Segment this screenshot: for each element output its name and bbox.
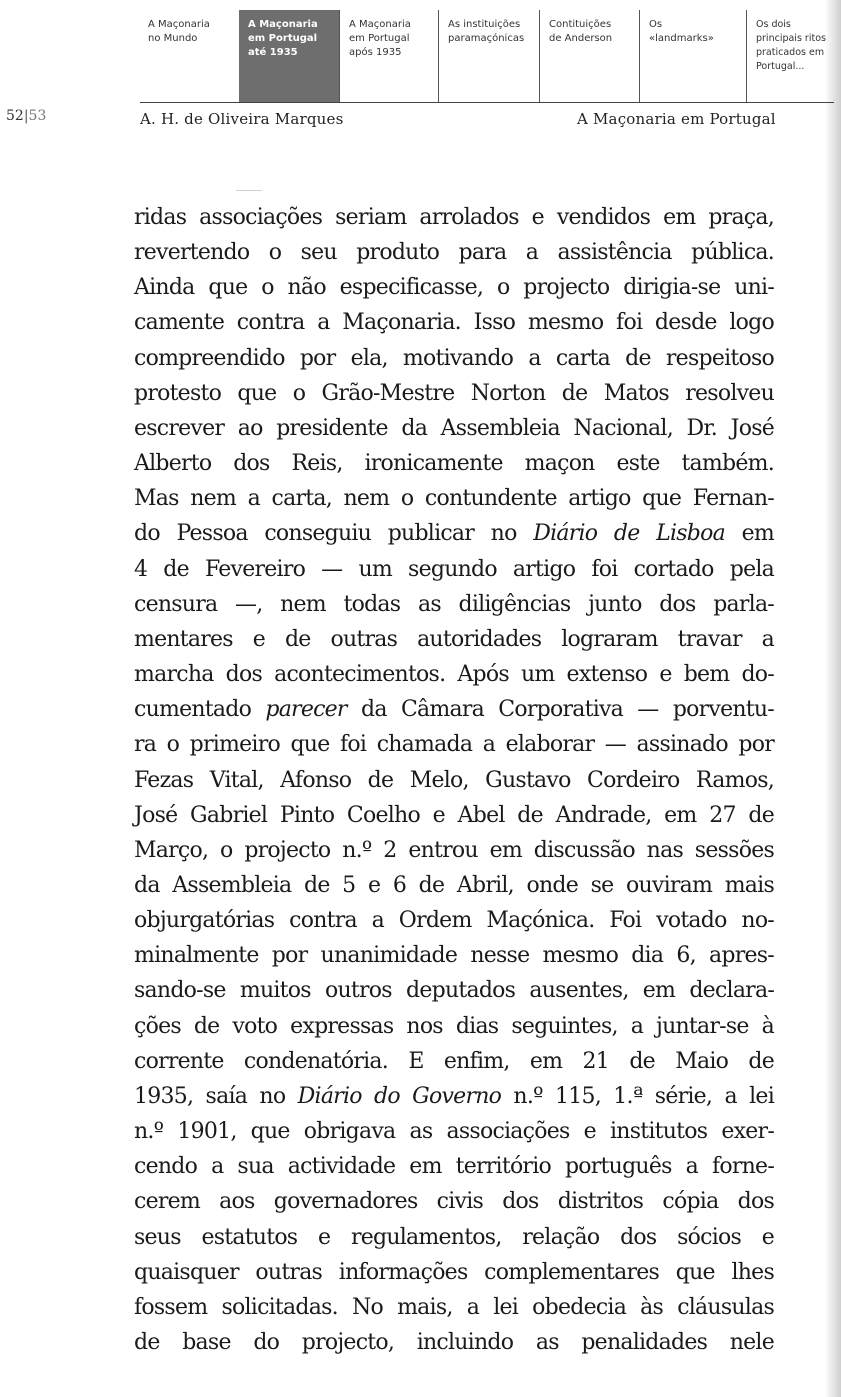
header-rule (140, 102, 834, 103)
text-line: fossem solicitadas. No mais, a lei obedecia às cláusulas (134, 1294, 774, 1320)
page-number-separator: | (23, 108, 29, 124)
text-line: ra o primeiro que foi chamada a elaborar — assinado por (134, 732, 774, 758)
nav-tab-maconaria-portugal-apos-1935[interactable]: A Maçonaria em Portugal após 1935 (339, 10, 438, 102)
text-line: escrever ao presidente da Assembleia Nacional, Dr. José (134, 415, 774, 441)
nav-tab-instituicoes-paramaconicas[interactable]: As instituições paramaçónicas (438, 10, 539, 102)
text-line: José Gabriel Pinto Coelho e Abel de Andrade, em 27 de (134, 802, 774, 828)
text-line (134, 1079, 774, 1114)
chapter-nav (140, 10, 834, 102)
text-line: censura —, nem todas as diligências junto dos parla- (134, 591, 774, 617)
text-segment: da Câmara Corporativa — porventu- (346, 697, 774, 723)
text-line: seus estatutos e regulamentos, relação dos sócios e (134, 1224, 774, 1250)
text-line: mentares e de outras autoridades lograram travar a (134, 626, 774, 652)
publication-title: Diário de Lisboa (533, 521, 725, 547)
body-text (134, 200, 774, 1360)
nav-tab-maconaria-no-mundo[interactable]: A Maçonaria no Mundo (148, 19, 210, 44)
running-head-title: A Maçonaria em Portugal (577, 110, 776, 128)
text-line: marcha dos acontecimentos. Após um extenso e bem do- (134, 662, 774, 688)
text-line: Mas nem a carta, nem o contundente artigo que Fernan- (134, 486, 774, 512)
publication-title: Diário do Governo (297, 1083, 502, 1109)
text-line: quaisquer outras informações complementares que lhes (134, 1259, 774, 1285)
page-number-right: 53 (28, 108, 47, 124)
text-line: cerem aos governadores civis dos distritos cópia dos (134, 1189, 774, 1215)
text-line: camente contra a Maçonaria. Isso mesmo foi desde logo (134, 310, 774, 336)
text-line: corrente condenatória. E enfim, em 21 de Maio de (134, 1048, 774, 1074)
text-line: Alberto dos Reis, ironicamente maçon este também. (134, 451, 774, 477)
text-line: Março, o projecto n.º 2 entrou em discussão nas sessões (134, 837, 774, 863)
text-segment: cumentado (134, 697, 266, 723)
text-line: 4 de Fevereiro — um segundo artigo foi cortado pela (134, 556, 774, 582)
nav-tab-maconaria-portugal-ate-1935[interactable]: A Maçonaria em Portugal até 1935 (239, 10, 339, 102)
nav-tab-principais-ritos[interactable]: Os dois principais ritos praticados em Portugal... (746, 10, 834, 102)
text-line: Ainda que o não especificasse, o projecto dirigia-se uni- (134, 275, 774, 301)
text-line (134, 516, 774, 551)
italic-term: parecer (265, 697, 347, 723)
scan-mark (236, 190, 262, 191)
running-head-author: A. H. de Oliveira Marques (140, 110, 344, 128)
text-line: da Assembleia de 5 e 6 de Abril, onde se ouviram mais (134, 872, 774, 898)
text-line: ções de voto expressas nos dias seguintes, a juntar-se à (134, 1013, 774, 1039)
text-line: compreendido por ela, motivando a carta de respeitoso (134, 345, 774, 371)
text-line: n.º 1901, que obrigava as associações e institutos exer- (134, 1119, 774, 1145)
text-line: sando-se muitos outros deputados ausentes, em declara- (134, 978, 774, 1004)
text-line: protesto que o Grão-Mestre Norton de Matos resolveu (134, 380, 774, 406)
text-line: de base do projecto, incluindo as penalidades nele (134, 1330, 774, 1355)
text-line: ridas associações seriam arrolados e vendidos em praça, (134, 205, 774, 230)
text-line: revertendo o seu produto para a assistência pública. (134, 240, 774, 266)
nav-tab-landmarks[interactable]: Os «landmarks» (639, 10, 746, 102)
text-segment: do Pessoa conseguiu publicar no (134, 521, 534, 547)
page-edge-shadow (825, 0, 841, 1397)
page-number-left: 52 (6, 108, 24, 124)
page-numbers (6, 108, 46, 124)
text-line: Fezas Vital, Afonso de Melo, Gustavo Cordeiro Ramos, (134, 767, 774, 793)
text-line: minalmente por unanimidade nesse mesmo dia 6, apres- (134, 943, 774, 969)
text-segment: n.º 115, 1.ª série, a lei (501, 1083, 774, 1109)
text-line: objurgatórias contra a Ordem Maçónica. Foi votado no- (134, 908, 774, 934)
text-line: cendo a sua actividade em território português a forne- (134, 1154, 774, 1180)
text-segment: em (725, 521, 774, 547)
text-line (134, 692, 774, 727)
text-segment: 1935, saía no (134, 1083, 298, 1109)
nav-tab-constituicoes-anderson[interactable]: Contituições de Anderson (539, 10, 639, 102)
